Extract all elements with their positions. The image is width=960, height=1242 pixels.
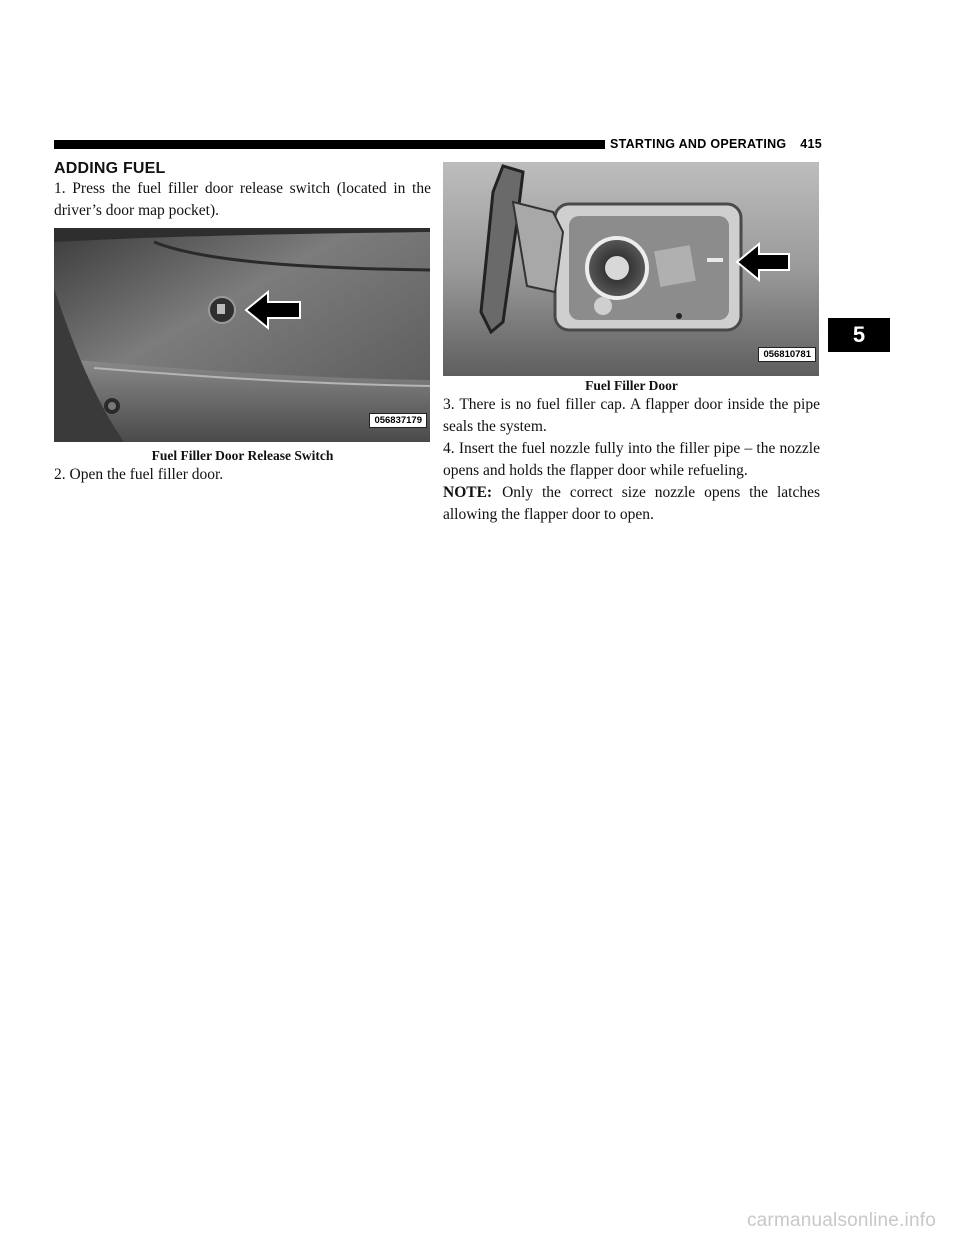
chapter-tab: 5: [828, 318, 890, 352]
note-label: NOTE:: [443, 484, 493, 501]
watermark: carmanualsonline.info: [746, 1210, 936, 1231]
step-3: 3. There is no fuel filler cap. A flapper door inside the pipe seals the system.: [443, 396, 820, 435]
running-header: [610, 137, 822, 151]
section-title: STARTING AND OPERATING: [609, 137, 787, 151]
left-column: [54, 160, 431, 486]
figure-fuel-filler-door: [443, 162, 819, 376]
figure-code: 056837179: [369, 413, 427, 428]
step-1: 1. Press the fuel filler door release switch (located in the driver’s door map pocket).: [54, 180, 431, 219]
step-4: 4. Insert the fuel nozzle fully into the filler pipe – the nozzle opens and holds the flapper door while refueling.: [443, 440, 820, 479]
fuel-door-illustration: [443, 162, 819, 376]
figure-caption: Fuel Filler Door Release Switch: [151, 448, 334, 463]
door-panel-illustration: [54, 228, 430, 442]
figure-release-switch: [54, 228, 430, 442]
header-rule: [54, 140, 605, 149]
note-text: Only the correct size nozzle opens the latches allowing the flapper door to open.: [443, 484, 820, 523]
section-heading: ADDING FUEL: [54, 160, 166, 177]
note: [443, 482, 820, 526]
figure-caption: Fuel Filler Door: [585, 378, 678, 393]
step-2: 2. Open the fuel filler door.: [54, 466, 224, 483]
figure-code: 056810781: [758, 347, 816, 362]
page-number: 415: [800, 137, 822, 151]
right-column: [443, 162, 820, 526]
